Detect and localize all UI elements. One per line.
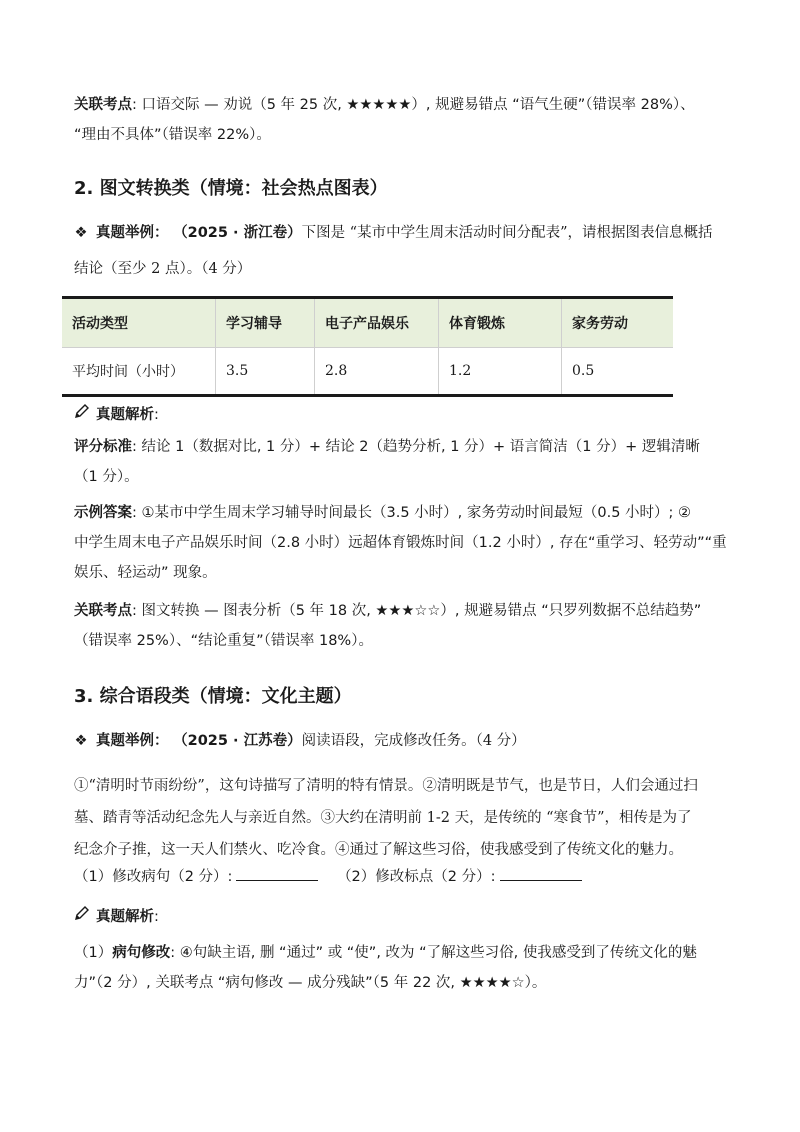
passage-line-2: 墓、踏青等活动纪念先人与亲近自然。③大约在清明前 1-2 天，是传统的 “寒食节”，相传是为了 xyxy=(74,810,692,826)
example-text: 阅读语段，完成修改任务。（4 分） xyxy=(301,733,526,749)
table-cell: 1.2 xyxy=(439,348,562,396)
pencil-icon xyxy=(74,902,90,932)
related-points-text-2: “理由不具体”（错误率 22%）。 xyxy=(74,127,271,143)
fix-prefix: （1） xyxy=(74,945,113,961)
activity-time-table xyxy=(62,296,673,397)
related-points-paragraph xyxy=(74,90,734,150)
related-label: 关联考点 xyxy=(74,603,132,619)
scoring-text-1: : 结论 1（数据对比, 1 分）+ 结论 2（趋势分析, 1 分）+ 语言简洁（1 分）+ 逻辑清晰 xyxy=(132,439,700,455)
table-row xyxy=(62,348,673,396)
tasks-line xyxy=(74,862,734,892)
scoring-label: 评分标准 xyxy=(74,439,132,455)
fix-paragraph xyxy=(74,938,734,998)
table-header-cell: 学习辅导 xyxy=(216,298,315,348)
analysis-heading-2: 真题解析: xyxy=(74,400,734,430)
passage-line-3: 纪念介子推，这一天人们禁火、吃冷食。④通过了解这些习俗，使我感受到了传统文化的魅力。 xyxy=(74,842,683,858)
task-2: （2）修改标点（2 分）: xyxy=(337,869,496,885)
diamond-bullet-icon: ❖ xyxy=(74,733,88,749)
related-text-2: （错误率 25%）、“结论重复”（错误率 18%）。 xyxy=(74,633,373,649)
example-text-2: 结论（至少 2 点）。（4 分） xyxy=(74,261,252,277)
section-3-example: ❖ 真题举例： （2025 · 江苏卷）阅读语段，完成修改任务。（4 分） xyxy=(74,726,734,756)
passage-line-1: ①“清明时节雨纷纷”，这句诗描写了清明的特有情景。②清明既是节气，也是节日，人们会通过扫 xyxy=(74,778,698,794)
answer-blank-2[interactable] xyxy=(500,864,582,881)
diamond-bullet-icon: ❖ xyxy=(74,225,88,241)
table-cell: 3.5 xyxy=(216,348,315,396)
example-label: 真题举例 xyxy=(96,225,154,241)
answer-text-2: 中学生周末电子产品娱乐时间（2.8 小时）远超体育锻炼时间（1.2 小时）, 存在“重学习、轻劳动”“重 xyxy=(74,535,727,551)
fix-label: 病句修改 xyxy=(112,945,171,961)
example-source: （2025 · 浙江卷） xyxy=(173,225,302,241)
answer-blank-1[interactable] xyxy=(236,864,318,881)
answer-label: 示例答案 xyxy=(74,505,132,521)
answer-text-3: 娱乐、轻运动” 现象。 xyxy=(74,565,217,581)
analysis-label: 真题解析 xyxy=(96,407,154,423)
section-3-heading: 3. 综合语段类（情境：文化主题） xyxy=(74,686,352,707)
table-cell: 2.8 xyxy=(315,348,439,396)
related-points-2-paragraph xyxy=(74,596,734,656)
table-header-row xyxy=(62,298,673,348)
related-text-1: : 图文转换 — 图表分析（5 年 18 次, ★★★☆☆）, 规避易错点 “只罗列数据不总结趋势” xyxy=(132,603,702,619)
table-header-cell: 体育锻炼 xyxy=(439,298,562,348)
section-2-heading: 2. 图文转换类（情境：社会热点图表） xyxy=(74,178,388,199)
pencil-icon xyxy=(74,400,90,430)
section-2-example: ❖ 真题举例： （2025 · 浙江卷）下图是 “某市中学生周末活动时间分配表”，请根据图表信息概括 结论（至少 2 点）。（4 分） xyxy=(74,218,734,284)
table-header-cell: 电子产品娱乐 xyxy=(315,298,439,348)
passage-paragraph xyxy=(74,770,734,866)
scoring-paragraph xyxy=(74,432,734,492)
table-cell: 0.5 xyxy=(562,348,674,396)
fix-text-2: 力”（2 分）, 关联考点 “病句修改 — 成分残缺”（5 年 22 次, ★★★★☆）。 xyxy=(74,975,547,991)
related-points-text-1: : 口语交际 — 劝说（5 年 25 次, ★★★★★）, 规避易错点 “语气生硬”（错误率 28%）、 xyxy=(132,97,695,113)
task-1: （1）修改病句（2 分）: xyxy=(74,869,233,885)
table-header-cell: 家务劳动 xyxy=(562,298,674,348)
analysis-label: 真题解析 xyxy=(96,909,154,925)
example-text-1: 下图是 “某市中学生周末活动时间分配表”，请根据图表信息概括 xyxy=(301,225,713,241)
table-header-cell: 活动类型 xyxy=(62,298,216,348)
analysis-heading-3: 真题解析: xyxy=(74,902,734,932)
answer-paragraph xyxy=(74,498,734,588)
scoring-text-2: （1 分）。 xyxy=(74,469,139,485)
example-source: （2025 · 江苏卷） xyxy=(173,733,302,749)
table-cell: 平均时间（小时） xyxy=(62,348,216,396)
answer-text-1: : ①某市中学生周末学习辅导时间最长（3.5 小时）, 家务劳动时间最短（0.5 小时）; ② xyxy=(132,505,692,521)
example-label: 真题举例 xyxy=(96,733,154,749)
fix-text-1: : ④句缺主语, 删 “通过” 或 “使”, 改为 “了解这些习俗, 使我感受到了传统文化的魅 xyxy=(170,945,697,961)
related-points-label: 关联考点 xyxy=(74,97,132,113)
